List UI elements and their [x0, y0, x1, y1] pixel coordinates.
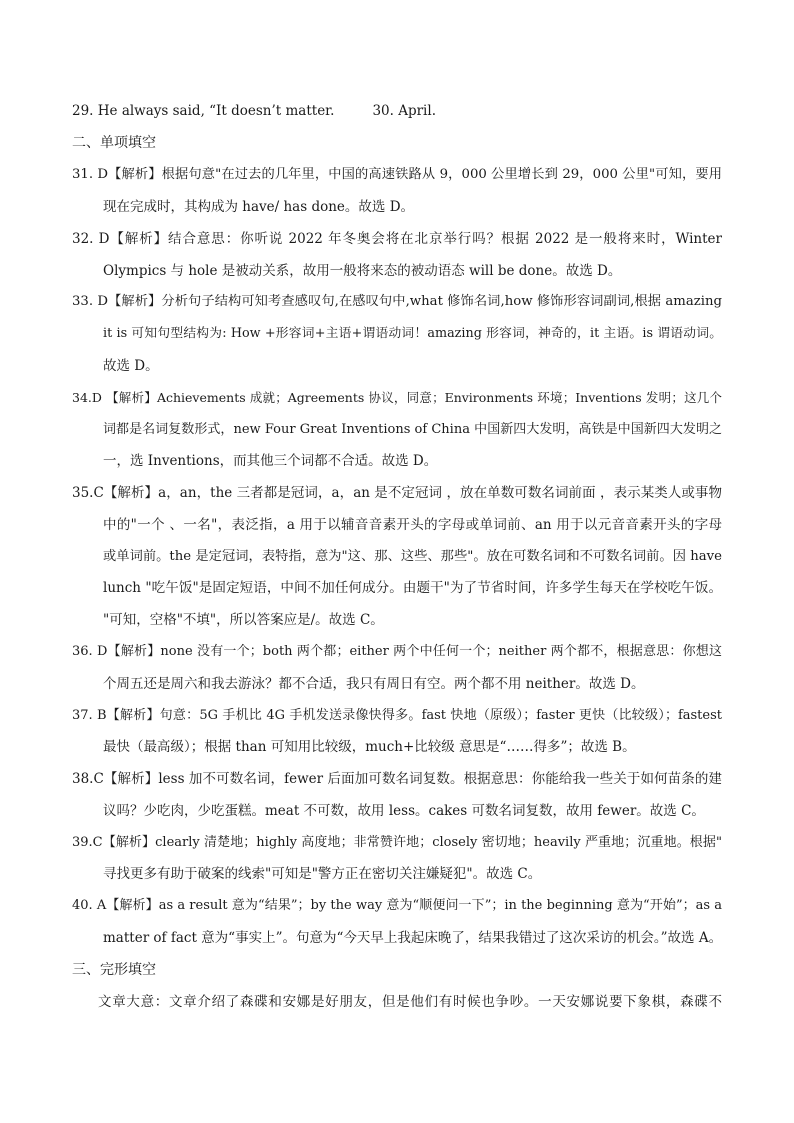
explanation-31-line-2: 现在完成时，其构成为 have/ has done。故选 D。	[103, 199, 415, 215]
explanation-35-line-5: "可知，空格"不填"，所以答案应是/。故选 C。	[103, 612, 384, 628]
explanation-32-line-2: Olympics 与 hole 是被动关系，故用一般将来态的被动语态 will be done。故选 D。	[103, 263, 622, 279]
explanation-33-line-1: 33. D【解析】分析句子结构可知考查感叹句,在感叹句中,what 修饰名词,how 修饰形容词副词,根据 amazing	[72, 294, 722, 309]
explanation-37-line-1: 37. B【解析】句意：5G 手机比 4G 手机发送录像快得多。fast 快地（原级）；faster 更快（比较级）；fastest	[72, 708, 722, 723]
explanation-37-line-2: 最快（最高级）；根据 than 可知用比较级，much+比较级 意思是“……得多”；故选 B。	[103, 739, 636, 755]
explanation-35-line-2: 中的"一个 、一名"，表泛指，a 用于以辅音音素开头的字母或单词前、an 用于以元音音素开头的字母	[103, 517, 722, 533]
explanation-38-line-1: 38.C【解析】less 加不可数名词，fewer 后面加可数名词复数。根据意思：你能给我一些关于如何苗条的建	[72, 771, 722, 787]
answer-29: 29. He always said, “It doesn’t matter.	[72, 103, 335, 119]
explanation-40-line-1: 40. A【解析】as a result 意为“结果”；by the way 意为“顺便问一下”；in the beginning 意为“开始”；as a	[72, 898, 722, 913]
explanation-35-line-3: 或单词前。the 是定冠词，表特指，意为"这、那、这些、那些"。放在可数名词和不可数名词前。因 have	[103, 549, 722, 564]
explanation-35-line-4: lunch "吃午饭"是固定短语，中间不加任何成分。由题干"为了节省时间，许多学生每天在学校吃午饭。	[103, 580, 722, 596]
explanation-39-line-1: 39.C【解析】clearly 清楚地；highly 高度地；非常赞许地；closely 密切地；heavily 严重地；沉重地。根据"	[72, 835, 722, 850]
passage-intro: 文章大意：文章介绍了森碟和安娜是好朋友，但是他们有时候也争吵。一天安娜说要下象棋，森碟不	[98, 994, 722, 1010]
explanation-34-line-2: 词都是名词复数形式，new Four Great Inventions of China 中国新四大发明，高铁是中国新四大发明之	[103, 422, 722, 437]
answer-line-29-30	[72, 101, 722, 121]
section-heading-cloze: 三、完形填空	[72, 962, 156, 978]
explanation-39-line-2: 寻找更多有助于破案的线索"可知是"警方正在密切关注嫌疑犯"。故选 C。	[103, 866, 542, 882]
answer-30: 30. April.	[372, 103, 436, 119]
explanation-33-line-2: it is 可知句型结构为: How +形容词+主语+谓语动词！amazing 形容词，神奇的，it 主语。is 谓语动词。	[103, 326, 722, 341]
explanation-32-line-1: 32. D【解析】结合意思：你听说 2022 年冬奥会将在北京举行吗？根据 2022 是一般将来时，Winter	[72, 231, 722, 247]
explanation-34-line-1: 34.D 【解析】Achievements 成就；Agreements 协议，同意；Environments 环境；Inventions 发明；这几个	[72, 390, 722, 405]
explanation-36-line-1: 36. D【解析】none 没有一个；both 两个都；either 两个中任何一个；neither 两个都不，根据意思：你想这	[72, 644, 722, 659]
explanation-35-line-1: 35.C【解析】a，an，the 三者都是冠词，a，an 是不定冠词 ，放在单数可数名词前面 ，表示某类人或事物	[72, 485, 722, 501]
section-heading-multiple-choice: 二、单项填空	[72, 135, 156, 151]
explanation-33-line-3: 故选 D。	[103, 358, 159, 374]
explanation-40-line-2: matter of fact 意为“事实上”。句意为“今天早上我起床晚了，结果我错过了这次采访的机会。”故选 A。	[103, 930, 723, 946]
explanation-31-line-1: 31. D【解析】根据句意"在过去的几年里，中国的高速铁路从 9，000 公里增长到 29，000 公里"可知，要用	[72, 167, 722, 182]
explanation-38-line-2: 议吗？少吃肉，少吃蛋糕。meat 不可数，故用 less。cakes 可数名词复数，故用 fewer。故选 C。	[103, 803, 705, 819]
explanation-34-line-3: 一，选 Inventions，而其他三个词都不合适。故选 D。	[103, 453, 438, 469]
explanation-36-line-2: 个周五还是周六和我去游泳？都不合适，我只有周日有空。两个都不用 neither。故选 D。	[103, 676, 645, 692]
